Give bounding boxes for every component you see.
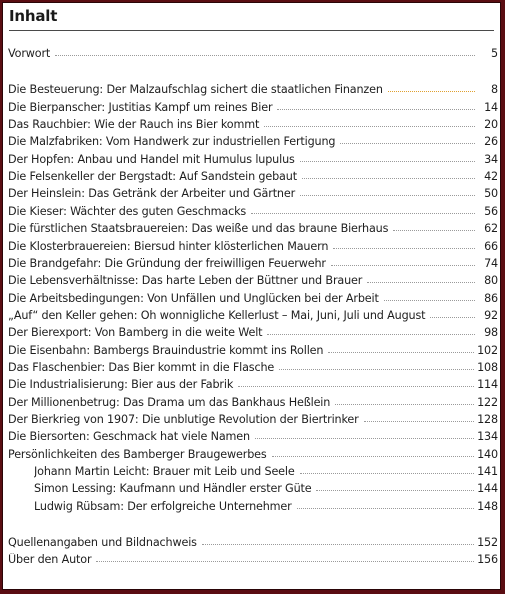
toc-page-number: 98 bbox=[484, 326, 498, 340]
toc-page-number: 74 bbox=[484, 256, 498, 270]
toc-page-number: 108 bbox=[477, 360, 498, 374]
toc-entry-title: Die Arbeitsbedingungen: Von Unfällen und Unglücken bei der Arbeit bbox=[8, 291, 379, 305]
toc-entry-title: Die Kieser: Wächter des guten Geschmacks bbox=[8, 204, 247, 218]
toc-page-number: 14 bbox=[484, 100, 498, 114]
toc-entry-title: Die Bierpanscher: Justitias Kampf um reines Bier bbox=[8, 100, 273, 114]
dot-leader bbox=[388, 91, 475, 92]
toc-entry[interactable] bbox=[8, 392, 498, 409]
toc-entry-title: Über den Autor bbox=[8, 553, 92, 567]
toc-entry[interactable] bbox=[8, 149, 498, 166]
toc-page-number: 66 bbox=[484, 239, 498, 253]
toc-page-number: 5 bbox=[491, 47, 498, 60]
toc-page-number: 20 bbox=[484, 118, 498, 132]
dot-leader bbox=[264, 126, 475, 127]
toc-page-number: 86 bbox=[484, 291, 498, 305]
toc-entry-title: Johann Martin Leicht: Brauer mit Leib und Seele bbox=[34, 465, 295, 479]
toc-entry-title: Die fürstlichen Staatsbrauereien: Das weiße und das braune Bierhaus bbox=[8, 222, 389, 236]
dot-leader bbox=[300, 195, 475, 196]
toc-entry-title: Der Bierexport: Von Bamberg in die weite Welt bbox=[8, 326, 263, 340]
dot-leader bbox=[277, 109, 475, 110]
toc-entry[interactable] bbox=[8, 79, 498, 96]
dot-leader bbox=[367, 282, 475, 283]
dot-leader bbox=[202, 544, 474, 545]
dot-leader bbox=[430, 317, 475, 318]
toc-entry-title: Vorwort bbox=[8, 47, 51, 60]
toc-entry[interactable] bbox=[8, 270, 498, 287]
dot-leader bbox=[316, 490, 474, 491]
toc-entry[interactable] bbox=[8, 322, 498, 339]
toc-entry[interactable] bbox=[8, 444, 498, 461]
toc-page-number: 128 bbox=[477, 413, 498, 426]
toc-page-number: 92 bbox=[484, 308, 498, 322]
toc-page-number: 50 bbox=[484, 187, 498, 201]
toc-entry[interactable] bbox=[8, 183, 498, 200]
toc-entry[interactable] bbox=[8, 305, 498, 322]
dot-leader bbox=[328, 352, 474, 353]
dot-leader bbox=[297, 508, 474, 509]
toc-entry[interactable] bbox=[8, 357, 498, 374]
toc-subentry[interactable] bbox=[34, 478, 498, 495]
toc-page-number: 26 bbox=[484, 135, 498, 149]
toc-entry-title: Das Rauchbier: Wie der Rauch ins Bier kommt bbox=[8, 118, 260, 132]
toc-page-number: 140 bbox=[477, 447, 498, 461]
toc-entry-title: „Auf“ den Keller gehen: Oh wonnigliche Kellerlust – Mai, Juni, Juli und August bbox=[8, 308, 426, 322]
dot-leader bbox=[267, 334, 475, 335]
toc-page-number: 144 bbox=[477, 482, 498, 496]
toc-page-number: 122 bbox=[477, 395, 498, 409]
toc-subentry[interactable] bbox=[34, 496, 498, 513]
dot-leader bbox=[393, 230, 475, 231]
toc-entry-title: Quellenangaben und Bildnachweis bbox=[8, 536, 197, 550]
toc-entry[interactable] bbox=[8, 43, 498, 60]
dot-leader bbox=[364, 421, 475, 422]
toc-entry-title: Das Flaschenbier: Das Bier kommt in die Flasche bbox=[8, 360, 275, 374]
toc-entry-title: Der Heinslein: Das Getränk der Arbeiter und Gärtner bbox=[8, 187, 296, 201]
toc-entry-title: Ludwig Rübsam: Der erfolgreiche Unternehmer bbox=[34, 499, 292, 513]
toc-entry[interactable] bbox=[8, 114, 498, 131]
toc-page-number: 156 bbox=[477, 553, 498, 567]
toc-entry[interactable] bbox=[8, 426, 498, 443]
toc-entry-title: Die Felsenkeller der Bergstadt: Auf Sandstein gebaut bbox=[8, 170, 297, 184]
toc-entry-title: Die Brandgefahr: Die Gründung der freiwilligen Feuerwehr bbox=[8, 256, 326, 270]
dot-leader bbox=[384, 300, 475, 301]
toc-page-number: 152 bbox=[477, 536, 498, 550]
toc-entry-title: Simon Lessing: Kaufmann und Händler erster Güte bbox=[34, 482, 312, 496]
toc-entry[interactable] bbox=[8, 201, 498, 218]
dot-leader bbox=[331, 265, 475, 266]
toc-entry-title: Die Besteuerung: Der Malzaufschlag sichert die staatlichen Finanzen bbox=[8, 83, 383, 97]
dot-leader bbox=[300, 473, 474, 474]
toc-page-number: 8 bbox=[491, 83, 498, 97]
dot-leader bbox=[279, 369, 474, 370]
toc-entry-title: Die Biersorten: Geschmack hat viele Namen bbox=[8, 430, 250, 444]
toc-page-number: 114 bbox=[477, 378, 498, 392]
toc-subentry[interactable] bbox=[34, 461, 498, 478]
toc-page-number: 56 bbox=[484, 204, 498, 218]
dot-leader bbox=[272, 456, 475, 457]
toc-entry[interactable] bbox=[8, 253, 498, 270]
dot-leader bbox=[333, 248, 475, 249]
toc-page-number: 102 bbox=[477, 343, 498, 357]
toc-entry-title: Die Industrialisierung: Bier aus der Fabrik bbox=[8, 378, 234, 392]
page-title: Inhalt bbox=[9, 7, 58, 25]
toc-entry[interactable] bbox=[8, 131, 498, 148]
toc-entry[interactable] bbox=[8, 340, 498, 357]
dot-leader bbox=[251, 213, 475, 214]
dot-leader bbox=[302, 178, 475, 179]
toc-entry[interactable] bbox=[8, 409, 498, 426]
toc-entry-title: Persönlichkeiten des Bamberger Braugewerbes bbox=[8, 447, 267, 461]
toc-entry-title: Die Malzfabriken: Vom Handwerk zur industriellen Fertigung bbox=[8, 135, 336, 149]
dot-leader bbox=[96, 561, 474, 562]
toc-entry-title: Der Bierkrieg von 1907: Die unblutige Revolution der Biertrinker bbox=[8, 413, 359, 426]
toc-entry-title: Der Millionenbetrug: Das Drama um das Bankhaus Heßlein bbox=[8, 395, 331, 409]
toc-page-number: 42 bbox=[484, 170, 498, 184]
toc-entry[interactable] bbox=[8, 218, 498, 235]
toc-page bbox=[2, 2, 501, 590]
toc-page-number: 148 bbox=[477, 499, 498, 513]
dot-leader bbox=[255, 438, 474, 439]
toc-page-number: 134 bbox=[477, 430, 498, 444]
toc-entry[interactable] bbox=[8, 374, 498, 391]
toc-page-number: 62 bbox=[484, 222, 498, 236]
toc-entry-title: Die Lebensverhältnisse: Das harte Leben der Büttner und Brauer bbox=[8, 274, 363, 288]
dot-leader bbox=[335, 404, 474, 405]
toc-entry-title: Die Eisenbahn: Bambergs Brauindustrie kommt ins Rollen bbox=[8, 343, 324, 357]
toc-entry[interactable] bbox=[8, 97, 498, 114]
dot-leader bbox=[300, 161, 475, 162]
toc-entry[interactable] bbox=[8, 166, 498, 183]
toc-entry-title: Der Hopfen: Anbau und Handel mit Humulus lupulus bbox=[8, 152, 295, 166]
dot-leader bbox=[340, 143, 475, 144]
title-divider bbox=[9, 30, 494, 31]
toc-page-number: 141 bbox=[477, 465, 498, 479]
toc-entry[interactable] bbox=[8, 236, 498, 253]
toc-page-number: 34 bbox=[484, 152, 498, 166]
toc-entry[interactable] bbox=[8, 532, 498, 549]
toc-entry[interactable] bbox=[8, 288, 498, 305]
dot-leader bbox=[55, 55, 475, 56]
dot-leader bbox=[238, 386, 474, 387]
toc-page-number: 80 bbox=[484, 274, 498, 288]
toc-entry[interactable] bbox=[8, 549, 498, 566]
toc-entry-title: Die Klosterbrauereien: Biersud hinter klösterlichen Mauern bbox=[8, 239, 329, 253]
